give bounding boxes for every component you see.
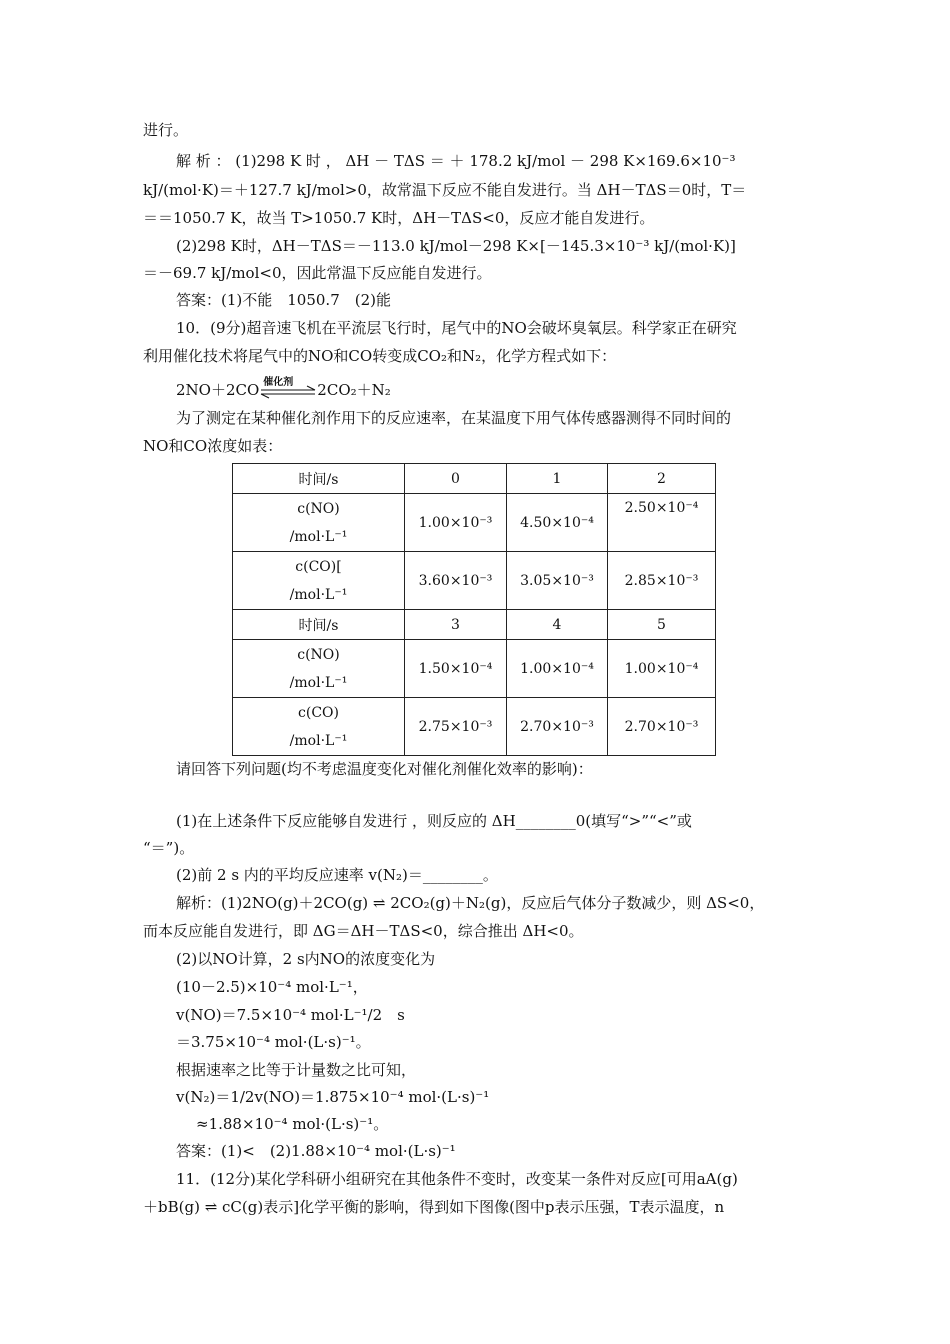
- text-line: 根据速率之比等于计量数之比可知，: [176, 1061, 417, 1079]
- table-cell: 1.00×10⁻³: [405, 494, 507, 552]
- table-row: [233, 552, 716, 610]
- table-cell: 4.50×10⁻⁴: [507, 494, 608, 552]
- table-header-cell: 3: [405, 610, 507, 640]
- chemical-equation: [176, 377, 391, 401]
- answer-line: 答案：(1)不能 1050.7 (2)能: [176, 291, 391, 309]
- table-row: [233, 610, 716, 640]
- table-cell: 3.60×10⁻³: [405, 552, 507, 610]
- text-line: v(N₂)＝1/2v(NO)＝1.875×10⁻⁴ mol·(L·s)⁻¹: [176, 1088, 490, 1106]
- text-line: 为了测定在某种催化剂作用下的反应速率，在某温度下用气体传感器测得不同时间的: [176, 409, 732, 427]
- table-cell: 2.75×10⁻³: [405, 698, 507, 756]
- text-line: kJ/(mol·K)＝＋127.7 kJ/mol>0，故常温下反应不能自发进行。当 ΔH－TΔS＝0时，T＝: [143, 181, 747, 199]
- table-header-cell: 0: [405, 464, 507, 494]
- table-cell: 1.00×10⁻⁴: [507, 640, 608, 698]
- text-line: (2)以NO计算，2 s内NO的浓度变化为: [176, 950, 436, 968]
- equation-products: 2CO₂＋N₂: [317, 381, 391, 399]
- table-row: [233, 464, 716, 494]
- text-line: (10－2.5)×10⁻⁴ mol·L⁻¹，: [176, 978, 368, 996]
- question-10: 10．(9分)超音速飞机在平流层飞行时，尾气中的NO会破坏臭氧层。科学家正在研究: [176, 319, 737, 337]
- table-cell: 3.05×10⁻³: [507, 552, 608, 610]
- row-label-c-co: c(CO) /mol·L⁻¹: [233, 698, 405, 756]
- table-header-cell: 5: [608, 610, 716, 640]
- text-line: ＝＝1050.7 K，故当 T>1050.7 K时，ΔH－TΔS<0，反应才能自发进行。: [143, 209, 655, 227]
- table-cell: 2.70×10⁻³: [507, 698, 608, 756]
- text-line: ＋bB(g) ⇌ cC(g)表示]化学平衡的影响，得到如下图像(图中p表示压强，T表示温度，n: [143, 1198, 725, 1216]
- text-line: ＝3.75×10⁻⁴ mol·(L·s)⁻¹。: [176, 1033, 371, 1051]
- catalyst-label: 催化剂: [263, 377, 294, 388]
- text-line: 而本反应能自发进行，即 ΔG＝ΔH－TΔS<0，综合推出 ΔH<0。: [143, 922, 584, 940]
- table-row: [233, 640, 716, 698]
- text-line: (2)298 K时，ΔH－TΔS＝－113.0 kJ/mol－298 K×[－145.3×10⁻³ kJ/(mol·K)]: [176, 237, 736, 255]
- text-line: ＝－69.7 kJ/mol<0，因此常温下反应能自发进行。: [143, 264, 492, 282]
- table-cell: 2.50×10⁻⁴: [608, 494, 716, 552]
- table-header-cell: 1: [507, 464, 608, 494]
- text-line: v(NO)＝7.5×10⁻⁴ mol·L⁻¹/2 s: [176, 1006, 405, 1024]
- table-row: [233, 698, 716, 756]
- equilibrium-arrow-icon: [259, 377, 317, 401]
- table-header-cell: 时间/s: [233, 464, 405, 494]
- table-row: [233, 494, 716, 552]
- table-cell: 1.00×10⁻⁴: [608, 640, 716, 698]
- row-label-c-no: c(NO) /mol·L⁻¹: [233, 640, 405, 698]
- row-label-c-no: c(NO) /mol·L⁻¹: [233, 494, 405, 552]
- question-10-2: (2)前 2 s 内的平均反应速率 v(N₂)＝________。: [176, 866, 498, 884]
- text-line: 请回答下列问题(均不考虑温度变化对催化剂催化效率的影响)：: [176, 760, 593, 778]
- table-cell: 2.85×10⁻³: [608, 552, 716, 610]
- concentration-table: [232, 463, 716, 756]
- row-label-c-co: c(CO)[ /mol·L⁻¹: [233, 552, 405, 610]
- table-header-cell: 4: [507, 610, 608, 640]
- equation-reactants: 2NO＋2CO: [176, 381, 260, 399]
- text-line: ≈1.88×10⁻⁴ mol·(L·s)⁻¹。: [196, 1115, 389, 1133]
- text-line: “＝”)。: [143, 839, 195, 857]
- text-line: NO和CO浓度如表：: [143, 437, 283, 455]
- answer-line: 答案：(1)< (2)1.88×10⁻⁴ mol·(L·s)⁻¹: [176, 1142, 456, 1160]
- question-10-1: (1)在上述条件下反应能够自发进行 ，则反应的 ΔH________0(填写“>”“<”或: [176, 812, 692, 830]
- table-header-cell: 时间/s: [233, 610, 405, 640]
- text-line: 进行。: [143, 121, 189, 139]
- text-line: 解 析 ： (1)298 K 时 ， ΔH － TΔS ＝ ＋ 178.2 kJ/mol － 298 K×169.6×10⁻³: [176, 152, 736, 170]
- solution-line: 解析：(1)2NO(g)＋2CO(g) ⇌ 2CO₂(g)＋N₂(g)，反应后气体分子数减少，则 ΔS<0，: [176, 894, 765, 912]
- table-cell: 1.50×10⁻⁴: [405, 640, 507, 698]
- table-cell: 2.70×10⁻³: [608, 698, 716, 756]
- question-11: 11．(12分)某化学科研小组研究在其他条件不变时，改变某一条件对反应[可用aA(g): [176, 1170, 738, 1188]
- text-line: 利用催化技术将尾气中的NO和CO转变成CO₂和N₂，化学方程式如下：: [143, 347, 617, 365]
- table-header-cell: 2: [608, 464, 716, 494]
